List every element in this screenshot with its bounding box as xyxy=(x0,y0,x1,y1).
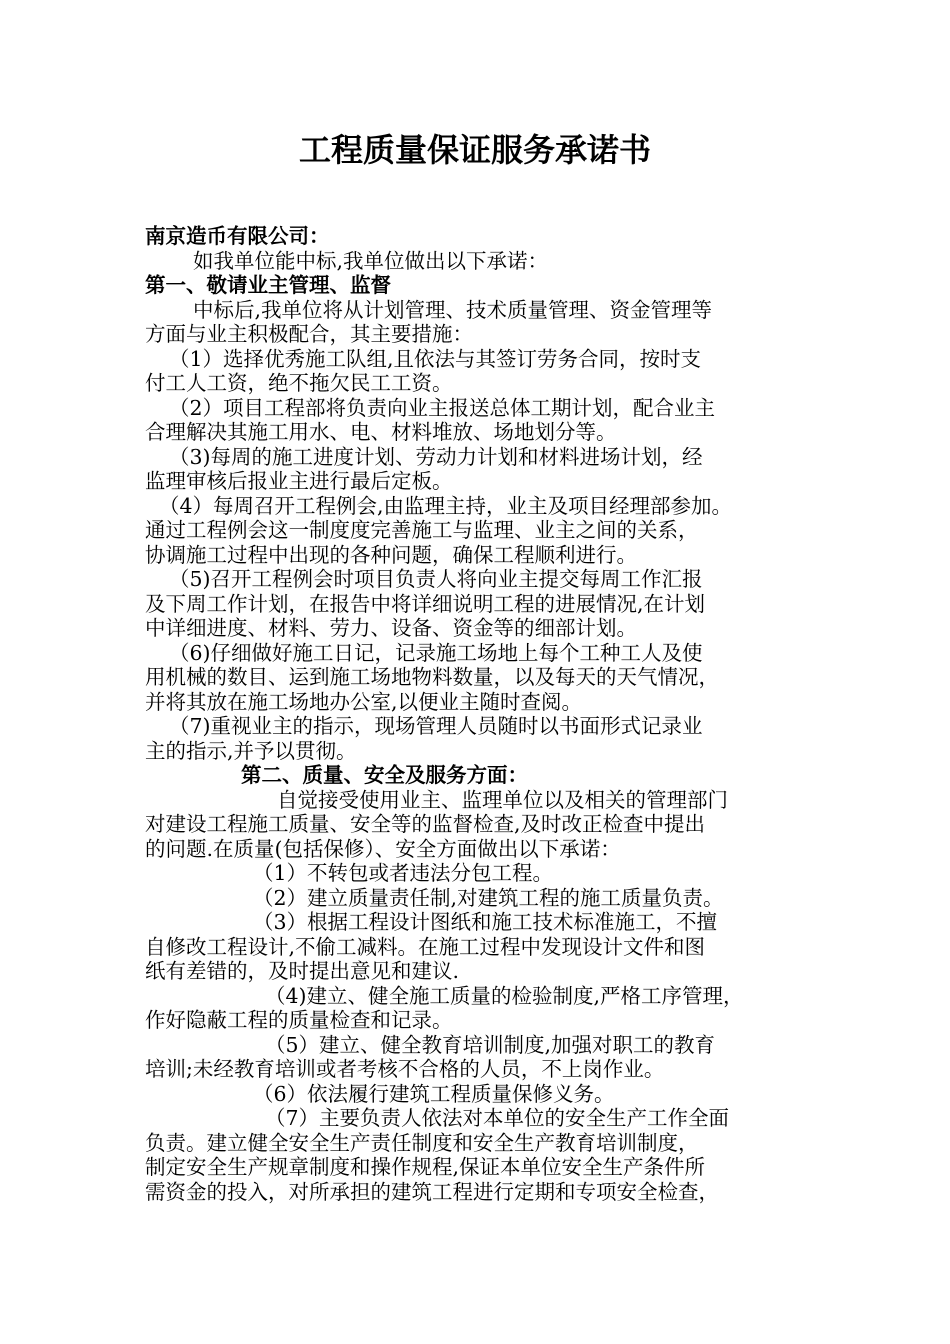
document-line: 培训;未经教育培训或者考核不合格的人员，不上岗作业。 xyxy=(145,1057,665,1081)
document-line: （2）项目工程部将负责向业主报送总体工期计划，配合业主 xyxy=(169,395,716,420)
document-line: 中详细进度、材料、劳力、设备、资金等的细部计划。 xyxy=(145,616,637,640)
document-line: 南京造币有限公司： xyxy=(145,224,330,248)
document-line: 用机械的数目、运到施工场地物料数量，以及每天的天气情况， xyxy=(145,665,719,689)
document-line: （6）依法履行建筑工程质量保修义务。 xyxy=(253,1081,615,1106)
document-line: 合理解决其施工用水、电、材料堆放、场地划分等。 xyxy=(145,420,617,444)
document-line: 需资金的投入，对所承担的建筑工程进行定期和专项安全检查， xyxy=(145,1179,719,1204)
document-line: 负责。建立健全安全生产责任制度和安全生产教育培训制度， xyxy=(145,1130,699,1155)
document-line: （3)每周的施工进度计划、劳动力计划和材料进场计划，经 xyxy=(169,444,703,469)
document-line: 方面与业主积极配合，其主要措施： xyxy=(145,322,473,346)
document-line: 如我单位能中标,我单位做出以下承诺： xyxy=(193,248,549,273)
document-line: （3）根据工程设计图纸和施工技术标准施工，不擅 xyxy=(253,910,718,934)
document-line: 付工人工资，绝不拖欠民工工资。 xyxy=(145,371,453,395)
document-line: （7）主要负责人依法对本单位的安全生产工作全面 xyxy=(265,1106,730,1130)
document-line: （6)仔细做好施工日记，记录施工场地上每个工种工人及使 xyxy=(169,640,703,665)
document-line: 对建设工程施工质量、安全等的监督检查,及时改正检查中提出 xyxy=(145,812,706,836)
document-line: 纸有差错的，及时提出意见和建议. xyxy=(145,959,460,983)
document-line: 并将其放在施工场地办公室,以便业主随时查阅。 xyxy=(145,689,583,714)
document-line: 自修改工程设计,不偷工减料。在施工过程中发现设计文件和图 xyxy=(145,934,706,959)
document-line: 第二、质量、安全及服务方面： xyxy=(241,763,528,787)
document-line: 及下周工作计划，在报告中将详细说明工程的进展情况,在计划 xyxy=(145,591,706,616)
document-line: 主的指示,并予以贯彻。 xyxy=(145,738,357,763)
document-line: 作好隐蔽工程的质量检查和记录。 xyxy=(145,1008,453,1032)
document-line: （5)召开工程例会时项目负责人将向业主提交每周工作汇报 xyxy=(169,567,703,591)
document-line: （4)建立、健全施工质量的检验制度,严格工序管理， xyxy=(265,983,744,1008)
document-line: 协调施工过程中出现的各种问题，确保工程顺利进行。 xyxy=(145,542,637,567)
document-line: （4）每周召开工程例会,由监理主持，业主及项目经理部参加。 xyxy=(159,493,733,518)
document-line: 第一、敬请业主管理、监督 xyxy=(145,273,391,297)
document-line: 自觉接受使用业主、监理单位以及相关的管理部门 xyxy=(277,787,728,812)
document-body xyxy=(145,224,845,1204)
document-line: 中标后,我单位将从计划管理、技术质量管理、资金管理等 xyxy=(193,297,713,322)
document-line: 的问题.在质量(包括保修）、安全方面做出以下承诺： xyxy=(145,836,621,861)
document-title: 工程质量保证服务承诺书 xyxy=(298,131,651,169)
document-line: （5）建立、健全教育培训制度,加强对职工的教育 xyxy=(265,1032,716,1057)
document-line: 监理审核后报业主进行最后定板。 xyxy=(145,469,453,493)
document-line: 制定安全生产规章制度和操作规程,保证本单位安全生产条件所 xyxy=(145,1155,706,1179)
document-line: 通过工程例会这一制度度完善施工与监理、业主之间的关系， xyxy=(145,518,699,542)
document-line: （1）选择优秀施工队组,且依法与其签订劳务合同，按时支 xyxy=(169,346,702,371)
document-line: （1）不转包或者违法分包工程。 xyxy=(253,861,554,885)
document-line: （2）建立质量责任制,对建筑工程的施工质量负责。 xyxy=(253,885,724,910)
document-line: （7)重视业主的指示，现场管理人员随时以书面形式记录业 xyxy=(169,714,703,738)
